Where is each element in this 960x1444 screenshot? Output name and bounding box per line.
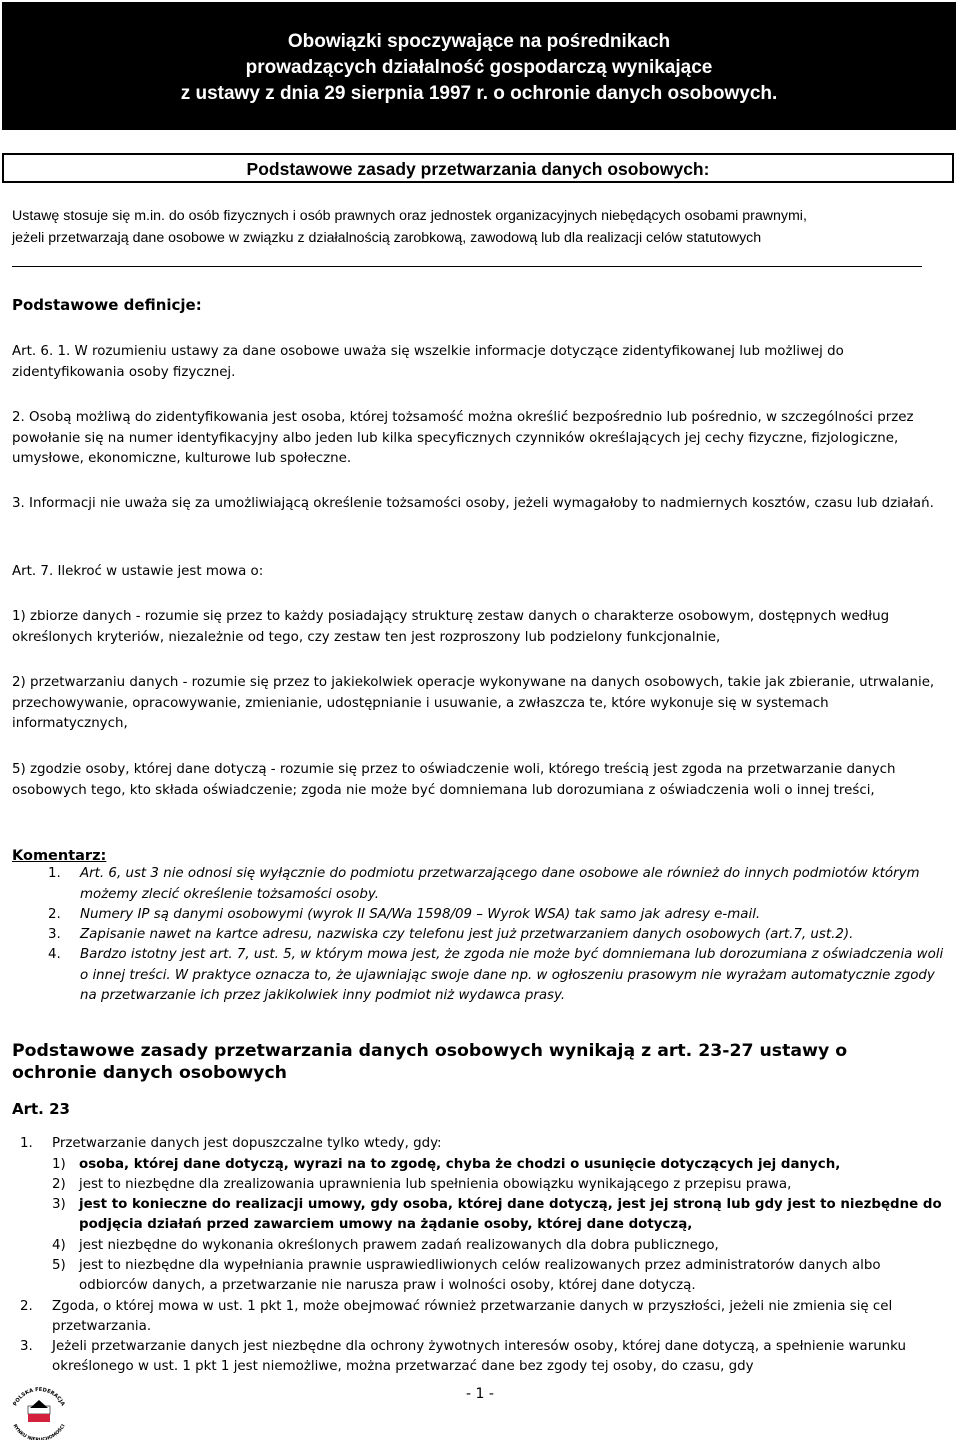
- definitions-heading: Podstawowe definicje:: [12, 296, 202, 314]
- logo-text-top: POLSKA FEDERACJA: [12, 1386, 66, 1408]
- art6-par3: 3. Informacji nie uważa się za umożliwiającą określenie tożsamości osoby, jeżeli wymagałoby to nadmiernych kosztów, czasu lub działań.: [12, 496, 934, 511]
- header-line-1: Obowiązki spoczywające na pośrednikach: [287, 31, 671, 52]
- art23-sub-num: 2): [52, 1177, 66, 1192]
- art23-sub-text: jest to konieczne do realizacji umowy, gdy osoba, której dane dotyczą, jest jej stroną lub gdy jest to niezbędne do podjęcia działań przed zawarciem umowy na żądanie osoby, której dane dotyczą,: [79, 1197, 942, 1232]
- page-number: - 1 -: [466, 1386, 494, 1402]
- art23-p2-num: 2.: [20, 1299, 33, 1314]
- art23-sub-num: 1): [52, 1157, 66, 1172]
- art23-sub-text: jest to niezbędne dla zrealizowania uprawnienia lub spełnienia obowiązku wynikającego z przepisu prawa,: [79, 1177, 792, 1192]
- subheader-title: Podstawowe zasady przetwarzania danych osobowych:: [246, 159, 710, 179]
- komentarz-text: Bardzo istotny jest art. 7, ust. 5, w którym mowa jest, że zgoda nie może być domniemana lub dorozumiana z oświadczenia woli o innej treści. W praktyce oznacza to, że ujawniając swoje dane np. w ogłoszeniu prasowym nie wyrażam automatycznie zgody na przetwarzanie ich przez jakikolwiek inny podmiot niż wydawca prasy.: [80, 947, 944, 1003]
- header-line-3: z ustawy z dnia 29 sierpnia 1997 r. o ochronie danych osobowych.: [180, 83, 778, 104]
- art23-sub-text: jest to niezbędne dla wypełniania prawnie usprawiedliwionych celów realizowanych przez administratorów danych albo odbiorców danych, a przetwarzanie nie narusza praw i wolności osoby, której dane dotyczą.: [79, 1258, 881, 1293]
- komentarz-num: 3.: [48, 927, 61, 942]
- header-line-2: prowadzących działalność gospodarczą wynikające: [245, 57, 713, 78]
- komentarz-text: Zapisanie nawet na kartce adresu, nazwiska czy telefonu jest już przetwarzaniem danych osobowych (art.7, ust.2).: [80, 927, 854, 942]
- section2-heading: Podstawowe zasady przetwarzania danych osobowych wynikają z art. 23-27 ustawy o ochronie danych osobowych: [12, 1041, 848, 1083]
- federation-logo: [6, 1382, 72, 1440]
- art23-label: Art. 23: [12, 1100, 70, 1118]
- art23-sub-text: jest niezbędne do wykonania określonych prawem zadań realizowanych dla dobra publicznego,: [79, 1238, 719, 1253]
- art23-p3-text: Jeżeli przetwarzanie danych jest niezbędne dla ochrony żywotnych interesów osoby, której dane dotyczą, a spełnienie warunku określonego w ust. 1 pkt 1 jest niemożliwe, można przetwarzać dane bez zgody tej osoby, do czasu, gdy: [52, 1339, 906, 1374]
- art23-p1-text: Przetwarzanie danych jest dopuszczalne tylko wtedy, gdy:: [52, 1136, 442, 1151]
- komentarz-text: Numery IP są danymi osobowymi (wyrok II SA/Wa 1598/09 – Wyrok WSA) tak samo jak adresy e-mail.: [80, 907, 761, 922]
- divider: [12, 266, 922, 267]
- art7-item-2: 2) przetwarzaniu danych - rozumie się przez to jakiekolwiek operacje wykonywane na danych osobowych, takie jak zbieranie, utrwalanie, przechowywanie, opracowywanie, zmienianie, udostępnianie i usuwanie, a zwłaszcza te, które wykonuje się w systemach informatycznych,: [12, 675, 935, 731]
- art7-item-1: 1) zbiorze danych - rozumie się przez to każdy posiadający strukturę zestaw danych o charakterze osobowym, dostępnych według określonych kryteriów, niezależnie od tego, czy zestaw ten jest rozproszony lub podzielony funkcjonalnie,: [12, 609, 890, 645]
- svg-text:RYNKU NIERUCHOMOŚCI: [11, 1423, 66, 1440]
- art23-p3-num: 3.: [20, 1339, 33, 1354]
- art23-sub-text: osoba, której dane dotyczą, wyrazi na to zgodę, chyba że chodzi o usunięcie dotyczących jej danych,: [79, 1157, 841, 1172]
- art6-par2: 2. Osobą możliwą do zidentyfikowania jest osoba, której tożsamość można określić bezpośrednio lub pośrednio, w szczególności przez powołanie się na numer identyfikacyjny albo jeden lub kilka specyficznych czynników określających jej cechy fizyczne, fizjologiczne, umysłowe, ekonomiczne, kulturowe lub społeczne.: [12, 410, 914, 466]
- komentarz-num: 1.: [48, 866, 61, 881]
- document-header: [2, 2, 956, 130]
- art23-sub-num: 4): [52, 1238, 66, 1253]
- subheader-box: [2, 153, 954, 183]
- intro-line-1: Ustawę stosuje się m.in. do osób fizycznych i osób prawnych oraz jednostek organizacyjnych niebędących osobami prawnymi,: [12, 208, 807, 224]
- flag-red-icon: [28, 1414, 50, 1422]
- roof-icon: [30, 1400, 48, 1408]
- art7-intro: Art. 7. Ilekroć w ustawie jest mowa o:: [12, 564, 264, 579]
- logo-text-bottom: RYNKU NI HOMOŚCI: [11, 1423, 67, 1440]
- komentarz-title: Komentarz:: [12, 848, 107, 864]
- art23-sub-num: 5): [52, 1258, 66, 1273]
- art23-p1-num: 1.: [20, 1136, 33, 1151]
- intro-line-2: jeżeli przetwarzają dane osobowe w związku z działalnością zarobkową, zawodową lub dla realizacji celów statutowych: [12, 230, 762, 246]
- komentarz-text: Art. 6, ust 3 nie odnosi się wyłącznie do podmiotu przetwarzającego dane osobowe ale również do innych podmiotów którym możemy zlecić określenie tożsamości osoby.: [80, 866, 920, 902]
- art23-p2-text: Zgoda, o której mowa w ust. 1 pkt 1, może obejmować również przetwarzanie danych w przyszłości, jeżeli nie zmienia się cel przetwarzania.: [52, 1299, 893, 1334]
- art23-sub-num: 3): [52, 1197, 66, 1212]
- art7-item-5: 5) zgodzie osoby, której dane dotyczą - rozumie się przez to oświadczenie woli, którego treścią jest zgoda na przetwarzanie danych osobowych tego, kto składa oświadczenie; zgoda nie może być domniemana lub dorozumiana z oświadczenia woli o innej treści,: [12, 762, 896, 798]
- komentarz-num: 2.: [48, 907, 61, 922]
- komentarz-num: 4.: [48, 947, 61, 962]
- art6-par1: Art. 6. 1. W rozumieniu ustawy za dane osobowe uważa się wszelkie informacje dotyczące zidentyfikowanej lub możliwej do zidentyfikowania osoby fizycznej.: [12, 344, 844, 380]
